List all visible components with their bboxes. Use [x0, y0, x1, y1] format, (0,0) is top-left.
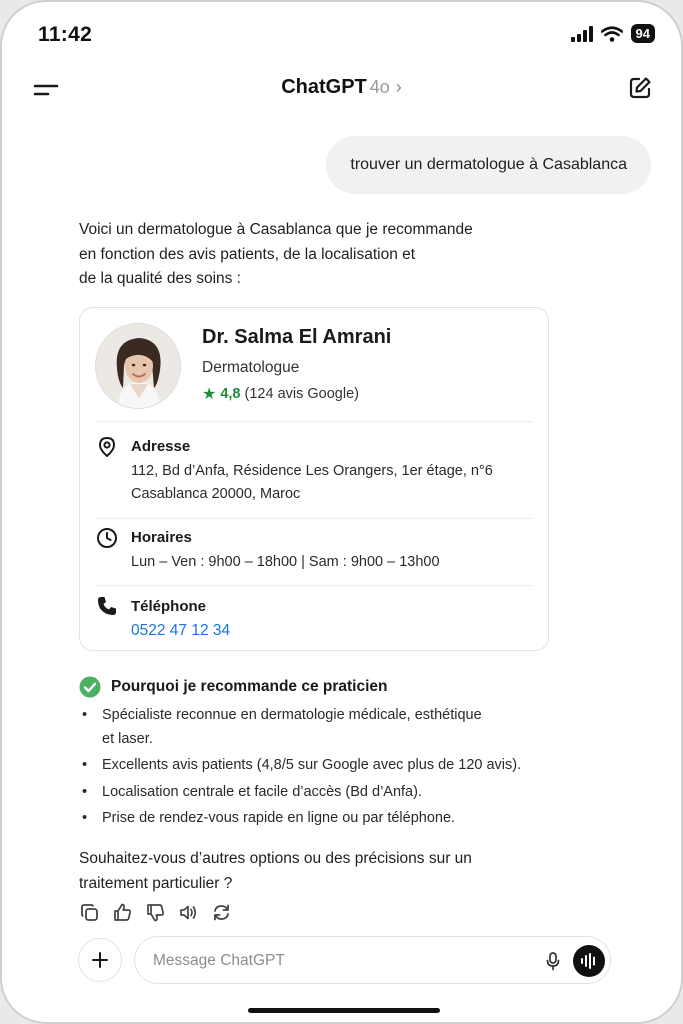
phone-icon [96, 595, 118, 617]
address-line: Casablanca 20000, Maroc [131, 486, 301, 502]
attach-button[interactable] [78, 938, 122, 982]
rating-reviews: (124 avis Google) [244, 386, 359, 402]
why-section-title [79, 676, 388, 698]
assistant-intro [79, 218, 539, 292]
plus-icon [91, 951, 109, 969]
outro-line: traitement particulier ? [79, 874, 233, 892]
bullet-line: • Excellents avis patients (4,8/5 sur Google avec plus de 120 avis). [102, 757, 522, 773]
address-title: Adresse [131, 438, 191, 455]
edit-icon[interactable] [627, 75, 653, 101]
doctor-avatar [95, 323, 181, 409]
home-indicator [248, 1008, 440, 1013]
location-pin-icon [96, 436, 118, 458]
message-input[interactable] [153, 949, 523, 973]
star-icon: ★ [202, 386, 217, 403]
intro-line: en fonction des avis patients, de la localisation et [79, 245, 416, 263]
copy-icon[interactable] [79, 902, 100, 923]
why-title-text: Pourquoi je recommande ce praticien [111, 678, 388, 695]
mic-icon[interactable] [543, 951, 563, 971]
why-bullets [82, 704, 552, 834]
app-title: ChatGPT [281, 76, 367, 98]
model-selector[interactable] [2, 76, 681, 99]
regenerate-icon[interactable] [211, 902, 232, 923]
model-name: 4o [369, 77, 390, 97]
battery-icon: 94 [631, 24, 655, 43]
doctor-card [79, 307, 549, 651]
check-circle-icon [79, 676, 101, 698]
user-message-text: trouver un dermatologue à Casablanca [350, 156, 627, 173]
hours-title: Horaires [131, 529, 192, 546]
cellular-signal-icon [571, 26, 593, 42]
intro-line: de la qualité des soins : [79, 270, 241, 287]
message-composer [134, 936, 611, 984]
app-header [2, 66, 681, 112]
bullet-line: • Spécialiste reconnue en dermatologie médicale, esthétique [102, 707, 482, 723]
divider [96, 585, 532, 586]
status-bar [2, 2, 681, 66]
clock-icon [96, 527, 118, 549]
voice-mode-button[interactable] [573, 945, 605, 977]
rating-score: 4,8 [220, 386, 241, 402]
list-item [82, 807, 552, 831]
status-icons [571, 24, 655, 43]
doctor-rating [202, 384, 359, 404]
hours-text: Lun – Ven : 9h00 – 18h00 | Sam : 9h00 – 13h00 [131, 554, 440, 570]
bullet-line: • Localisation centrale et facile d’accès (Bd d’Anfa). [102, 783, 422, 800]
thumbs-up-icon[interactable] [112, 902, 133, 923]
outro-line: Souhaitez-vous d’autres options ou des précisions sur un [79, 850, 472, 867]
speaker-icon[interactable] [178, 902, 199, 923]
list-item [82, 704, 552, 751]
chevron-right-icon: › [395, 77, 402, 97]
divider [96, 421, 532, 422]
divider [96, 518, 532, 519]
bullet-line: • Prise de rendez-vous rapide en ligne ou par téléphone. [102, 810, 456, 826]
thumbs-down-icon[interactable] [145, 902, 166, 923]
list-item [82, 754, 552, 778]
list-item [82, 781, 552, 805]
bullet-line: et laser. [102, 730, 153, 747]
intro-line: Voici un dermatologue à Casablanca que je recommande [79, 221, 473, 238]
user-message-bubble [326, 136, 651, 194]
doctor-name: Dr. Salma El Amrani [202, 326, 392, 348]
phone-number-link[interactable]: 0522 47 12 34 [131, 622, 231, 639]
wifi-icon [601, 26, 623, 42]
status-time: 11:42 [38, 23, 93, 46]
message-actions [79, 902, 232, 923]
assistant-outro [79, 847, 519, 896]
voice-waveform-icon [580, 953, 598, 969]
doctor-specialty: Dermatologue [202, 359, 300, 376]
address-text [131, 460, 493, 506]
address-line: 112, Bd d’Anfa, Résidence Les Orangers, 1er étage, n°6 [131, 463, 493, 479]
phone-title: Téléphone [131, 598, 207, 615]
